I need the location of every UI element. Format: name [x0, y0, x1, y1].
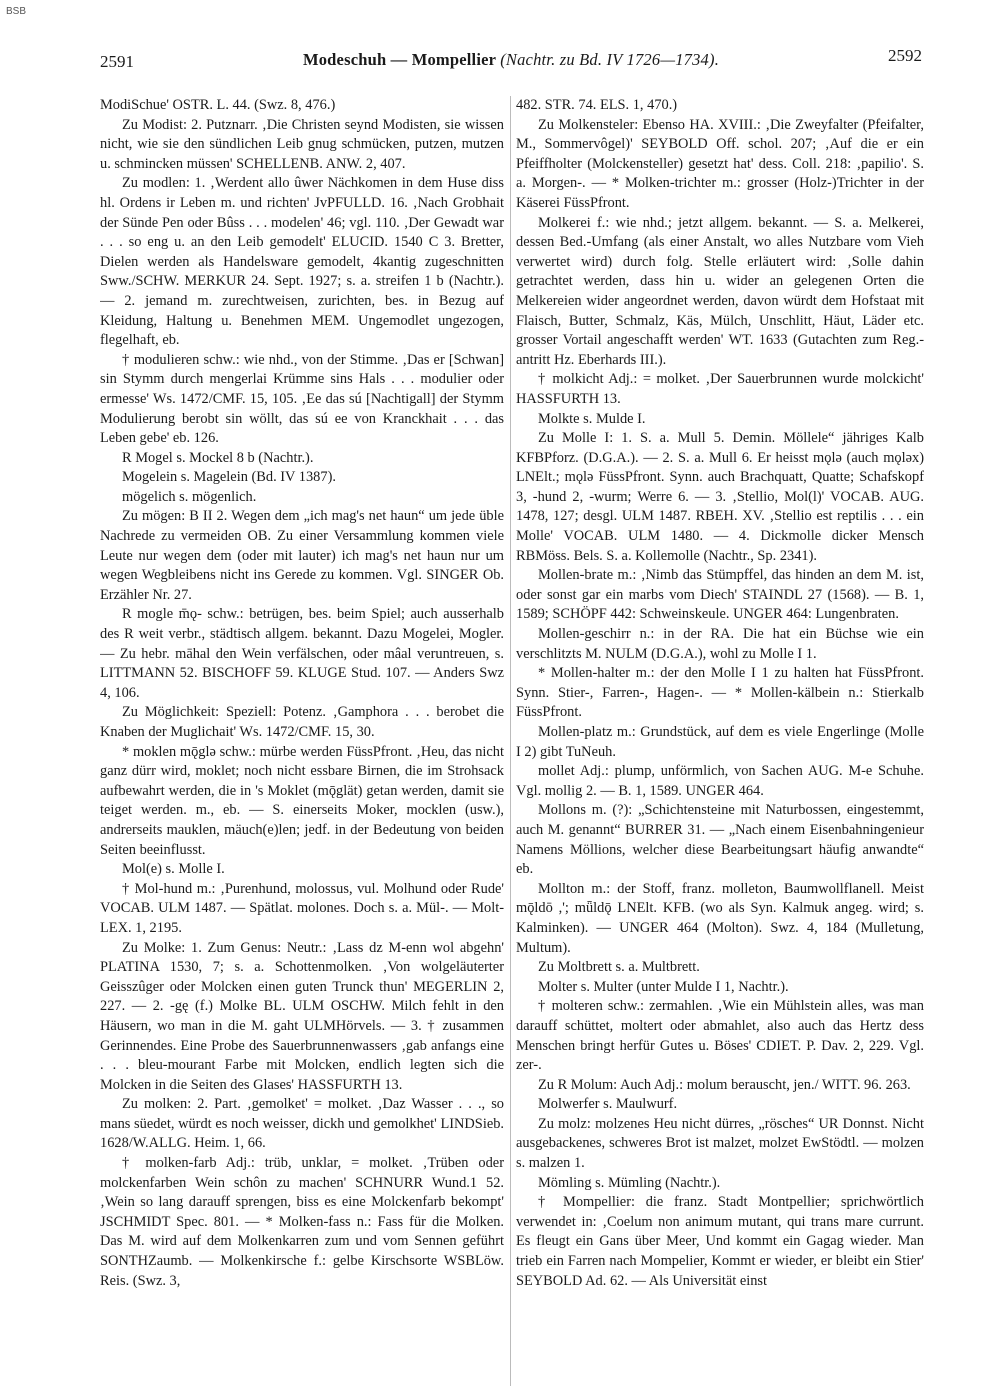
- dictionary-entry: Mogelein s. Magelein (Bd. IV 1387).: [122, 469, 336, 486]
- dictionary-entry: Mollons m. (?): „Schichtensteine mit Naturbossen, eingestemmt, auch M. genannt“ BURRER 31. — „Nach einem Eisenbahningenieur Namens Möllions, welcher diese Bearbeitungsart häufig anwandte“ eb.: [516, 802, 924, 878]
- page-number-right: 2592: [888, 46, 922, 65]
- dictionary-entry: † molkicht Adj.: = molket. ‚Der Sauerbrunnen wurde molckicht' HASSFURTH 13.: [516, 371, 924, 407]
- dictionary-entry: Mollen-platz m.: Grundstück, auf dem es viele Engerlinge (Molle I 2) gibt TuNeuh.: [516, 724, 924, 760]
- library-stamp: BSB: [6, 6, 27, 17]
- dictionary-entry: † modulieren schw.: wie nhd., von der Stimme. ‚Das er [Schwan] sin Stymm durch mengerlai Krümme sins Hals . . . modulier oder ermesse' Ws. 1472/CMF. 15, 105. ‚Ee das sú [Nachtigall] der Stymm Modulierung berobt sin wöllt, das sú ee von Kranckhait . . . das Leben gebe' eb. 126.: [100, 351, 504, 447]
- right-column: [516, 96, 924, 1383]
- dictionary-entry: † Mompellier: die franz. Stadt Montpellier; sprichwörtlich verwendet in: ‚Coelum non animum mutant, qui trans mare currunt. Es fleugt ein Gans über Meer, Und kommt ein Gagag wieder. Man trieb ein Farren nach Mompelier, Kommt er wieder, er bleibt ein Stier' SEYBOLD Ad. 62. — Als Universität einst: [516, 1194, 924, 1289]
- dictionary-entry: Mollen-geschirr n.: in der RA. Die hat ein Büchse wie ein verschlitzts M. NULM (D.G.A.), wohl zu Molle I 1.: [516, 626, 924, 662]
- column-divider: [510, 96, 511, 1386]
- dictionary-entry: Zu mögen: B II 2. Wegen dem „ich mag's net haun“ um jede üble Nachrede zu vermeiden OB. Zu einer Versammlung kommen viele Leute nur wegen dem (oder mit lauter) ich mag's net haun nur um wegen Wegbleibens nicht ins Gerede zu kommen. Vgl. SINGER Ob. Erzähler Nr. 27.: [100, 508, 504, 603]
- dictionary-entry: † Mol-hund m.: ‚Purenhund, molossus, vul. Molhund oder Rude' VOCAB. ULM 1487. — Spätlat. molones. Doch s. a. Mül-. — Molt- LEX. 1, 2195.: [100, 880, 504, 936]
- dictionary-entry: Molter s. Multer (unter Mulde I 1, Nachtr.).: [538, 978, 789, 995]
- dictionary-entry: Mömling s. Mümling (Nachtr.).: [538, 1174, 721, 1191]
- dictionary-entry: Molkte s. Mulde I.: [538, 410, 646, 427]
- dictionary-entry: * moklen mǭglə schw.: mürbe werden FüssPfront. ‚Heu, das nicht ganz dürr wird, moklet; noch nicht essbare Birnen, die im Strohsack aufbewahrt werden, die in 's Moklet (mǭglät) getan werden, damit sie teiget werden. m., eb. — S. einerseits Moker, mocklen (usw.), andrerseits mauklen, mäuch(e)len; jedf. in der Bedeutung von beiden Seiten beeinflusst.: [100, 743, 504, 858]
- dictionary-entry: ModiSchue' OSTR. L. 44. (Swz. 8, 476.): [100, 97, 336, 113]
- left-column: [100, 96, 504, 1383]
- dictionary-entry: Zu Molkensteler: Ebenso HA. XVIII.: ‚Die Zweyfalter (Pfeifalter, M., Sommervôgel)' SEYBOLD Off. schol. 207; ‚Auf die er ein Pfeiffholter (Molckensteller) gesetzt hat' dess. Coll. 218: ‚papilio'. S. a. Morgen-. — * Molken-trichter m.: grosser (Holz-)Trichter in der Käserei FüssPfront.: [516, 116, 924, 211]
- running-title-main: Modeschuh — Mompellier: [302, 50, 496, 69]
- running-title-note: (Nachtr. zu Bd. IV 1726—1734).: [500, 50, 720, 69]
- dictionary-entry: R mogle m̄ǫ- schw.: betrügen, bes. beim Spiel; auch ausserhalb des R weit verbr., städtisch allgem. bekannt. Dazu Mogelei, Mogler. — Zu hebr. māhal den Wein verfälschen, oder mâal veruntreuen, s. LITTMANN 52. BISCHOFF 59. KLUGE Stud. 107. — Anders Swz 4, 106.: [100, 606, 504, 701]
- page-number-left: 2591: [100, 52, 134, 71]
- dictionary-entry: Zu Modist: 2. Putznarr. ‚Die Christen seynd Modisten, sie wissen nicht, wie sie den sündlichen Leib gnug schmücken, putzen, mutzen u. schmincken müssen' SCHELLENB. ANW. 2, 407.: [100, 116, 504, 172]
- running-title: [100, 50, 922, 70]
- dictionary-entry: † molken-farb Adj.: trüb, unklar, = molket. ‚Trüben oder molckenfarben Wein schôn zu machen' SCHNURR Wund.1 52. ‚Wein so lang darauff sprengen, biss es eine Molckenfarb bekompt' JSCHMIDT Spec. 801. — * Molken-fass n.: Fass für die Molken. Das M. wird auf dem Molkenkarren zum und vom Sennen geführt SONTHZaumb. — Molkenkirsche f.: gelbe Kirschsorte WSBLöw. Reis. (Swz. 3,: [100, 1155, 504, 1289]
- dictionary-entry: mollet Adj.: plump, unförmlich, von Sachen AUG. M-e Schuhe. Vgl. mollig 2. — B. 1, 1589. UNGER 464.: [516, 763, 924, 799]
- dictionary-entry: Molwerfer s. Maulwurf.: [538, 1096, 678, 1113]
- dictionary-entry: Zu molz: molzenes Heu nicht dürres, „rösches“ UR Donnst. Nicht ausgebackenes, schweres Brot ist malzet, molzet EwStödtl. — molzen s. malzen 1.: [516, 1115, 924, 1172]
- dictionary-entry: Zu Moltbrett s. a. Multbrett.: [538, 959, 700, 976]
- dictionary-entry: mögelich s. mögenlich.: [122, 488, 257, 505]
- dictionary-entry: Zu Möglichkeit: Speziell: Potenz. ‚Gamphora . . . berobet die Knaben der Muglichait' Ws. 1472/CMF. 15, 30.: [100, 704, 504, 740]
- page-header: [100, 46, 922, 76]
- dictionary-entry: Molkerei f.: wie nhd.; jetzt allgem. bekannt. — S. a. Melkerei, dessen Bed.-Umfang (als einer Anstalt, wo alles Nutzbare vom Vieh verwertet wird) durch folg. Stelle erläutert wird: ‚Solle dahin getrachtet werden, dass hin u. wider an gelegenen Orten die Melkereien wider angeordnet werden, davon würdt dem Hofstaat mit Flaisch, Butter, Schmalz, Käs, Mülch, Unschlitt, Häut, Läder etc. grosser Vortail angeschafft werden' WT. 1633 (Gutachten zum Reg.-antritt Hz. Eberhards III.).: [516, 214, 924, 368]
- dictionary-entry: Zu molken: 2. Part. ‚gemolket' = molket. ‚Daz Wasser . . ., so mans süedet, würdt es noch weisser, dickh und gemolkhet' LINDSieb. 1628/W.ALLG. Heim. 1, 66.: [100, 1096, 504, 1152]
- dictionary-entry: † molteren schw.: zermahlen. ‚Wie ein Mühlstein alles, was man darauff schüttet, moltert oder abmahlet, also auch das Hertz dess Menschen bringt herfür Gutes u. Böses' CDIET. P. Dav. 2, 229. Vgl. zer-.: [516, 998, 924, 1074]
- dictionary-entry: Zu Molke: 1. Zum Genus: Neutr.: ‚Lass dz M-enn wol abgehn' PLATINA 1530, 7; s. a. Schottenmolken. ‚Von wolgeläuterter Geisszûger oder Molcken einen guten Trunck thun' MEGERLIN 2, 227. — 2. -gę (f.) Molke BL. ULM OSCHW. Milch fehlt in den Häusern, wo man in die M. gaht ULMHörvels. — 3. † zusammen Gerinnendes. Eine Probe des Sauerbrunnenwassers ‚gab anfangs eine . . . bleu-mourant Farbe mit Molcken, endlich legten sich die Molcken in die Seiten des Glases' HASSFURTH 13.: [100, 939, 504, 1093]
- dictionary-entry: * Mollen-halter m.: der den Molle I 1 zu halten hat FüssPfront. Synn. Stier-, Farren-, Hagen-. — * Mollen-kälbein n.: Stierkalb FüssPfront.: [516, 665, 924, 721]
- dictionary-entry: Zu Molle I: 1. S. a. Mull 5. Demin. Möllele“ jähriges Kalb KFBPforz. (D.G.A.). — 2. S. a. Mull 6. Er heisst mǫlə (auch mǫləx) LNElt.; mǫlə FüssPfront. Synn. auch Brachquatt, Quatte; Schafskopf 3, -hund 2, -wurm; Werre 6. — 3. ‚Stellio, Mol(l)' VOCAB. AUG. 1478, 127; desgl. ULM 1487. RBEH. XV. ‚Stellio est reptilis . . . ein Molle' VOCAB. ULM 1480. — 4. Dickmolle dicker Mensch RBMöss. Bels. S. a. Kollemolle (Nachtr., Sp. 2341).: [516, 430, 924, 564]
- dictionary-entry: Mollen-brate m.: ‚Nimb das Stümpffel, das hinden an dem M. ist, oder sonst gar ein marbs vom Diech' STAINDL 27 (1568). — B. 1, 1589; SCHÖPF 442: Schweinskeule. UNGER 464: Lungenbraten.: [516, 567, 924, 623]
- dictionary-entry: Zu modlen: 1. ‚Werdent allo ûwer Nächkomen in dem Huse diss hl. Ordens ir Leben m. und richten' JvPFULLD. 16. ‚Nach Grobhait der Sünde Pen oder Bûss . . . modelen' 46; vgl. 110. ‚Der Gewadt war . . . so eng u. an den Leib gemodelt' ELUCID. 1540 C 3. Bretter, Dielen werden als Handelsware gemodelt, 4kantig zugeschnitten Sww./SCHW. MERKUR 24. Sept. 1927; s. a. streifen 1 b (Nachtr.). — 2. jemand m. zurechtweisen, zurichten, bes. in Bezug auf Kleidung, Haltung u. Benehmen MEM. Ungemodlet ungezogen, flegelhaft, eb.: [100, 175, 504, 349]
- dictionary-entry: 482. STR. 74. ELS. 1, 470.): [516, 97, 678, 113]
- dictionary-entry: Zu R Molum: Auch Adj.: molum berauscht, jen./ WITT. 96. 263.: [538, 1076, 911, 1093]
- dictionary-entry: Mol(e) s. Molle I.: [122, 861, 225, 878]
- dictionary-entry: Mollton m.: der Stoff, franz. molleton, Baumwollflanell. Meist mǭldō ,'; mǖldǭ LNElt. KFB. (wo als Syn. Kalmuk angeg. wird; s. Kalminken). — UNGER 464 (Molton). Swz. 4, 184 (Mulletung, Multum).: [516, 880, 924, 956]
- dictionary-entry: R Mogel s. Mockel 8 b (Nachtr.).: [122, 449, 314, 466]
